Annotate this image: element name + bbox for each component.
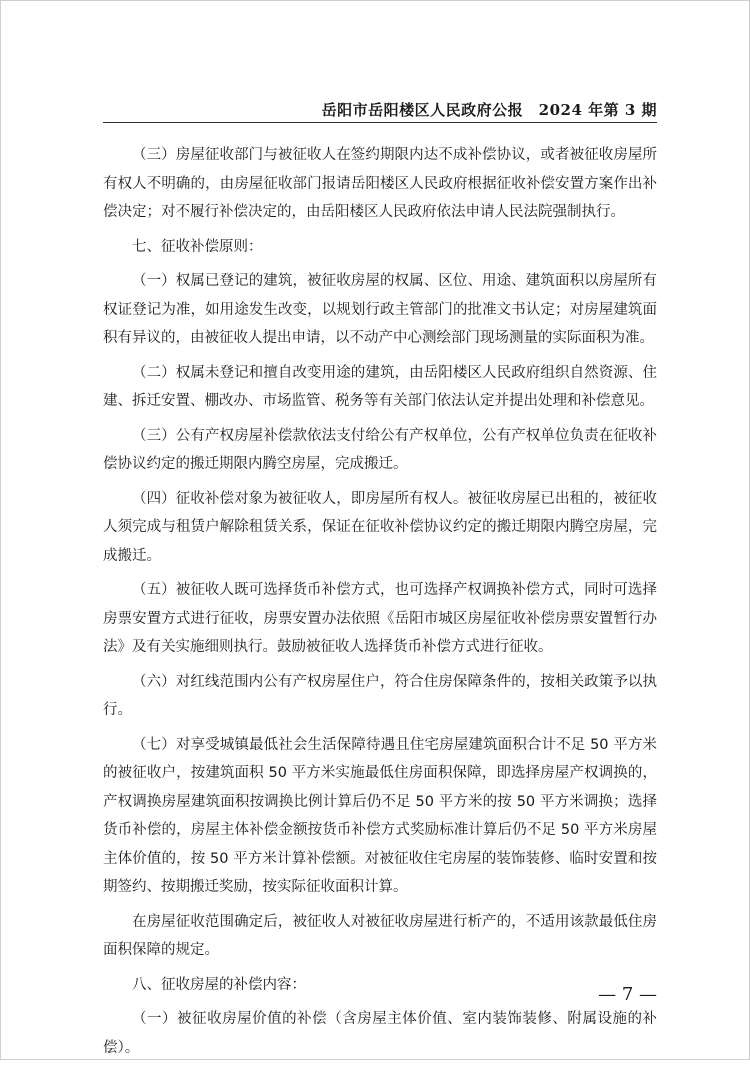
header-rule (103, 122, 657, 123)
paragraph: （七）对享受城镇最低社会生活保障待遇且住宅房屋建筑面积合计不足 50 平方米的被征收户，按建筑面积 50 平方米实施最低住房面积保障，即选择房屋产权调换的，产权调换房屋建筑面积按调换比例计算后仍不足 50 平方米的按 50 平方米调换；选择货币补偿的，房屋主体补偿金额按货币补偿方式奖励标准计算后仍不足 50 平方米房屋主体价值的，按 50 平方米计算补偿额。对被征收住宅房屋的装饰装修、临时安置和按期签约、按期搬迁奖励，按实际征收面积计算。 (103, 736, 657, 895)
section-heading: 八、征收房屋的补偿内容： (132, 976, 306, 993)
paragraph: （六）对红线范围内公有产权房屋住户，符合住房保障条件的，按相关政策予以执行。 (103, 673, 657, 718)
paragraph: （三）公有产权房屋补偿款依法支付给公有产权单位，公有产权单位负责在征收补偿协议约定的搬迁期限内腾空房屋，完成搬迁。 (103, 427, 657, 472)
paragraph: （一）权属已登记的建筑，被征收房屋的权属、区位、用途、建筑面积以房屋所有权证登记为准，如用途发生改变，以规划行政主管部门的批准文书认定；对房屋建筑面积有异议的，由被征收人提出申请，以不动产中心测绘部门现场测量的实际面积为准。 (103, 273, 657, 346)
section-heading: 七、征收补偿原则： (132, 238, 263, 255)
page-number: — 7 — (598, 984, 657, 1005)
paragraph: （五）被征收人既可选择货币补偿方式，也可选择产权调换补偿方式，同时可选择房票安置方式进行征收，房票安置办法依照《岳阳市城区房屋征收补偿房票安置暂行办法》及有关实施细则执行。鼓励被征收人选择货币补偿方式进行征收。 (103, 582, 657, 655)
running-header: 岳阳市岳阳楼区人民政府公报 2024 年第 3 期 (321, 101, 657, 119)
body-text (103, 141, 657, 1068)
paragraph: （一）被征收房屋价值的补偿（含房屋主体价值、室内装饰装修、附属设施的补偿）。 (103, 1011, 657, 1056)
paragraph: （三）房屋征收部门与被征收人在签约期限内达不成补偿协议，或者被征收房屋所有权人不明确的，由房屋征收部门报请岳阳楼区人民政府根据征收补偿安置方案作出补偿决定；对不履行补偿决定的，由岳阳楼区人民政府依法申请人民法院强制执行。 (103, 147, 657, 220)
paragraph: 在房屋征收范围确定后，被征收人对被征收房屋进行析产的，不适用该款最低住房面积保障的规定。 (103, 913, 657, 958)
paragraph: （四）征收补偿对象为被征收人，即房屋所有权人。被征收房屋已出租的，被征收人须完成与租赁户解除租赁关系，保证在征收补偿协议约定的搬迁期限内腾空房屋，完成搬迁。 (103, 490, 657, 564)
paragraph: （二）权属未登记和擅自改变用途的建筑，由岳阳楼区人民政府组织自然资源、住建、拆迁安置、棚改办、市场监管、税务等有关部门依法认定并提出处理和补偿意见。 (103, 364, 657, 409)
